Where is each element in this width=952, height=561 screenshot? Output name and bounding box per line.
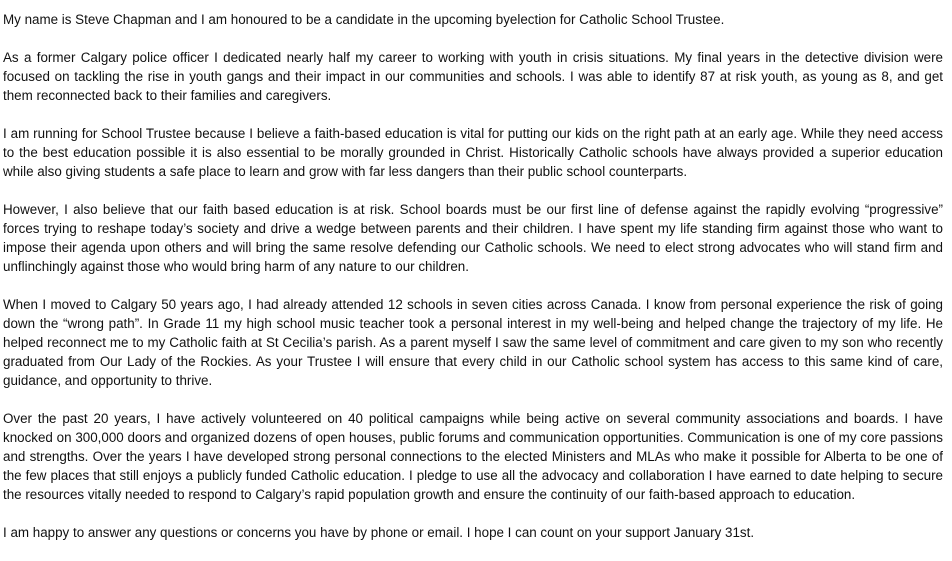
paragraph-police-career: As a former Calgary police officer I dedicated nearly half my career to working with youth in crisis situations. My final years in the detective division were focused on tackling the rise in youth gangs and their impact in our communities and schools. I was able to identify 87 at risk youth, as young as 8, and get them reconnected back to their families and caregivers. (3, 50, 943, 103)
paragraph-introduction: My name is Steve Chapman and I am honoured to be a candidate in the upcoming byelection for Catholic School Trustee. (3, 12, 725, 27)
paragraph-education-at-risk: However, I also believe that our faith based education is at risk. School boards must be our first line of defense against the rapidly evolving “progressive” forces trying to reshape today’s society and drive a wedge between parents and their children. I have spent my life standing firm against those who want to impose their agenda upon others and will bring the same resolve defending our Catholic schools. We need to elect strong advocates who will stand firm and unflinchingly against those who would bring harm of any nature to our children. (3, 202, 943, 274)
paragraph-volunteer-record: Over the past 20 years, I have actively volunteered on 40 political campaigns while being active on several community associations and boards. I have knocked on 300,000 doors and organized dozens of open houses, public forums and communication opportunities. Communication is one of my core passions and strengths. Over the years I have developed strong personal connections to the elected Ministers and MLAs who make it possible for Alberta to be one of the few places that still enjoys a publicly funded Catholic education. I pledge to use all the advocacy and collaboration I have earned to date helping to secure the resources vitally needed to respond to Calgary’s rapid population growth and ensure the continuity of our faith-based approach to education. (3, 411, 943, 502)
paragraph-faith-based-education: I am running for School Trustee because I believe a faith-based education is vital for putting our kids on the right path at an early age. While they need access to the best education possible it is also essential to be morally grounded in Christ. Historically Catholic schools have always provided a superior education while also giving students a safe place to learn and grow with far less dangers than their public school counterparts. (3, 126, 943, 179)
paragraph-closing: I am happy to answer any questions or concerns you have by phone or email. I hope I can count on your support January 31st. (3, 525, 755, 540)
candidate-letter (3, 10, 943, 561)
paragraph-personal-experience: When I moved to Calgary 50 years ago, I had already attended 12 schools in seven cities across Canada. I know from personal experience the risk of going down the “wrong path”. In Grade 11 my high school music teacher took a personal interest in my well-being and helped change the trajectory of my life. He helped reconnect me to my Catholic faith at St Cecilia’s parish. As a parent myself I saw the same level of commitment and care given to my son who recently graduated from Our Lady of the Rockies. As your Trustee I will ensure that every child in our Catholic school system has access to this same kind of care, guidance, and opportunity to thrive. (3, 297, 943, 388)
